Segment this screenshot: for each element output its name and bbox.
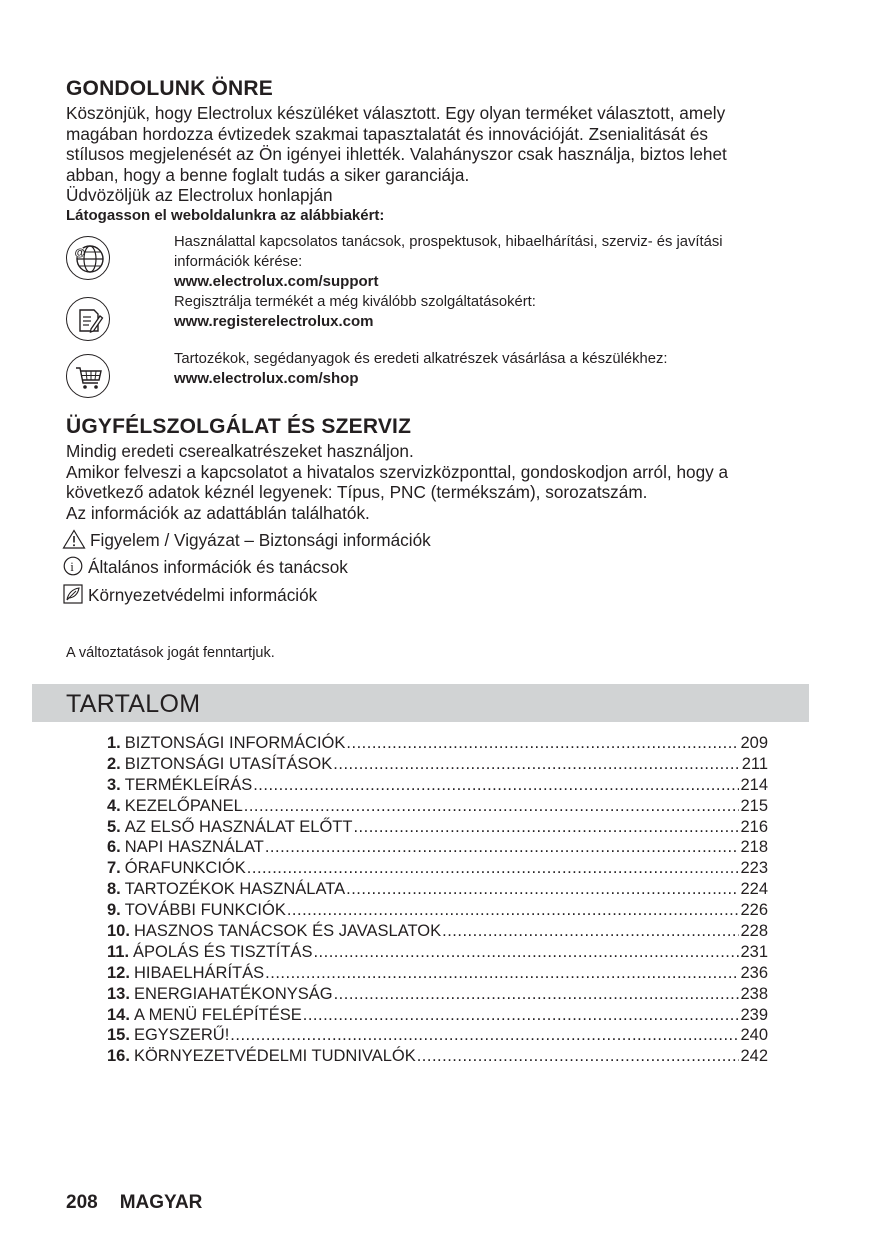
toc-entry[interactable] (107, 797, 768, 818)
toc-dot-leader (313, 943, 739, 962)
toc-entry-page: 223 (740, 859, 768, 878)
toc-dot-leader (333, 755, 740, 774)
shop-url-link[interactable]: www.electrolux.com/shop (174, 370, 359, 387)
toc-entry-title: ÁPOLÁS ÉS TISZTÍTÁS (133, 942, 313, 961)
intro-line: magában hordozza évtizedek szakmai tapasztalatát és innovációját. Zsenialitását és (66, 123, 709, 144)
toc-entry-number: 2. (107, 754, 121, 773)
toc-entry-title: BIZTONSÁGI UTASÍTÁSOK (124, 754, 333, 773)
toc-dot-leader (247, 859, 740, 878)
toc-entry-page: 218 (740, 838, 768, 857)
table-of-contents (107, 734, 768, 1068)
toc-dot-leader (265, 964, 739, 983)
toc-dot-leader (346, 880, 739, 899)
toc-dot-leader (230, 1026, 739, 1045)
service-line: következő adatok kéznél legyenek: Típus, PNC (termékszám), sorozatszám. (66, 482, 648, 502)
toc-entry-title: TOVÁBBI FUNKCIÓK (124, 901, 286, 920)
toc-entry-title: ENERGIAHATÉKONYSÁG (133, 984, 333, 1003)
toc-entry-title: TERMÉKLEÍRÁS (124, 775, 253, 794)
toc-dot-leader (287, 901, 740, 920)
toc-entry[interactable] (107, 880, 768, 901)
toc-entry-page: 215 (740, 796, 768, 815)
toc-entry[interactable] (107, 943, 768, 964)
toc-entry-number: 15. (107, 1026, 130, 1045)
toc-title: TARTALOM (66, 690, 201, 718)
leaf-box-icon (62, 584, 84, 604)
info-circle-icon (62, 556, 84, 576)
toc-entry[interactable] (107, 755, 768, 776)
intro-line: Köszönjük, hogy Electrolux készüléket választott. Egy olyan terméket választott, amely (66, 103, 726, 123)
toc-dot-leader (303, 1006, 740, 1025)
toc-entry-page: 209 (740, 734, 768, 752)
toc-entry[interactable] (107, 734, 768, 755)
intro-line: Üdvözöljük az Electrolux honlapján (66, 185, 333, 205)
toc-entry[interactable] (107, 1026, 768, 1047)
legend-environment (62, 584, 317, 606)
toc-entry-number: 4. (107, 796, 121, 815)
toc-entry-number: 9. (107, 901, 121, 920)
support-desc-line: információk kérése: (174, 254, 303, 270)
warning-triangle-icon (62, 529, 86, 549)
legend-info-label: Általános információk és tanácsok (88, 557, 348, 577)
toc-dot-leader (244, 797, 740, 816)
toc-entry-number: 3. (107, 775, 121, 794)
support-url-link[interactable]: www.electrolux.com/support (174, 273, 379, 290)
toc-entry-page: 224 (740, 880, 768, 899)
toc-entry-title: HASZNOS TANÁCSOK ÉS JAVASLATOK (133, 922, 442, 941)
disclaimer-text: A változtatások jogát fenntartjuk. (66, 645, 275, 661)
page-footer (66, 1192, 224, 1214)
footer-language: MAGYAR (119, 1192, 203, 1213)
link-block-register (174, 292, 804, 332)
toc-entry-page: 214 (740, 775, 768, 794)
toc-entry-number: 14. (107, 1005, 130, 1024)
service-paragraph (66, 441, 806, 523)
toc-entry[interactable] (107, 838, 768, 859)
toc-entry-number: 13. (107, 984, 130, 1003)
legend-environment-label: Környezetvédelmi információk (88, 585, 318, 605)
toc-dot-leader (353, 818, 739, 837)
toc-dot-leader (417, 1047, 740, 1066)
toc-entry-number: 10. (107, 922, 130, 941)
intro-line: abban, hogy a benne foglalt tudás a siker garanciája. (66, 164, 470, 185)
toc-entry-title: A MENÜ FELÉPÍTÉSE (133, 1005, 302, 1024)
toc-entry-number: 6. (107, 838, 121, 857)
legend-warning-label: Figyelem / Vigyázat – Biztonsági információk (90, 530, 431, 550)
toc-dot-leader (334, 985, 740, 1004)
toc-entry[interactable] (107, 922, 768, 943)
toc-entry-number: 16. (107, 1047, 130, 1066)
service-line: Mindig eredeti cserealkatrészeket használjon. (66, 441, 414, 461)
toc-entry-number: 5. (107, 817, 121, 836)
link-block-shop (174, 349, 804, 389)
toc-dot-leader (265, 838, 740, 857)
toc-entry-title: ÓRAFUNKCIÓK (124, 859, 246, 878)
toc-entry-title: KÖRNYEZETVÉDELMI TUDNIVALÓK (133, 1047, 416, 1066)
toc-dot-leader (253, 776, 739, 795)
visit-website-label: Látogasson el weboldalunkra az alábbiakért: (66, 207, 385, 224)
intro-line: stílusos megjelenését az Ön igényei ihlették. Valahányszor csak használja, biztos lehet (66, 144, 727, 164)
toc-entry-page: 238 (740, 984, 768, 1003)
svg-text:i: i (70, 559, 74, 574)
shop-desc-line: Tartozékok, segédanyagok és eredeti alkatrészek vásárlása a készülékhez: (174, 351, 668, 367)
toc-entry-number: 12. (107, 963, 130, 982)
toc-entry-title: EGYSZERŰ! (133, 1026, 230, 1045)
toc-entry-page: 242 (740, 1047, 768, 1066)
toc-entry-page: 226 (740, 901, 768, 920)
toc-entry-number: 1. (107, 734, 121, 752)
globe-at-icon (66, 236, 110, 280)
toc-entry[interactable] (107, 818, 768, 839)
toc-entry-page: 240 (740, 1026, 768, 1045)
intro-paragraph (66, 103, 806, 206)
toc-entry-title: AZ ELSŐ HASZNÁLAT ELŐTT (124, 817, 353, 836)
toc-entry-page: 216 (740, 817, 768, 836)
toc-entry-number: 8. (107, 880, 121, 899)
toc-entry-number: 11. (107, 942, 130, 961)
toc-entry[interactable] (107, 1006, 768, 1027)
registration-form-icon (66, 297, 110, 341)
legend-warning (62, 529, 431, 551)
register-desc-line: Regisztrálja termékét a még kiválóbb szolgáltatásokért: (174, 294, 536, 310)
support-desc-line: Használattal kapcsolatos tanácsok, prospektusok, hibaelhárítási, szerviz- és javítási (174, 234, 723, 250)
toc-entry-title: BIZTONSÁGI INFORMÁCIÓK (124, 734, 346, 752)
toc-entry[interactable] (107, 859, 768, 880)
toc-entry[interactable] (107, 985, 768, 1006)
toc-entry-title: KEZELŐPANEL (124, 796, 243, 815)
toc-entry-page: 236 (740, 963, 768, 982)
toc-dot-leader (346, 734, 739, 753)
legend-info (62, 556, 348, 578)
section-title-ugyfelszolgalat: ÜGYFÉLSZOLGÁLAT ÉS SZERVIZ (66, 415, 412, 438)
toc-entry-title: TARTOZÉKOK HASZNÁLATA (124, 880, 346, 899)
link-block-support (174, 232, 804, 292)
shopping-cart-icon (66, 354, 110, 398)
register-url-link[interactable]: www.registerelectrolux.com (174, 313, 374, 330)
toc-entry-number: 7. (107, 859, 121, 878)
toc-entry[interactable] (107, 964, 768, 985)
toc-entry[interactable] (107, 901, 768, 922)
page-number: 208 (66, 1192, 98, 1213)
toc-dot-leader (442, 922, 739, 941)
section-title-gondolunk: GONDOLUNK ÖNRE (66, 77, 273, 100)
toc-entry[interactable] (107, 1047, 768, 1068)
toc-entry-page: 231 (740, 942, 768, 961)
service-line: Az információk az adattáblán találhatók. (66, 502, 370, 523)
svg-text:@: @ (74, 247, 86, 259)
toc-entry-page: 239 (740, 1005, 768, 1024)
toc-entry-page: 228 (740, 922, 768, 941)
toc-entry-title: NAPI HASZNÁLAT (124, 838, 264, 857)
service-line: Amikor felveszi a kapcsolatot a hivatalos szervizközponttal, gondoskodjon arról, hogy a (66, 461, 729, 482)
toc-entry-title: HIBAELHÁRÍTÁS (133, 963, 265, 982)
toc-entry-page: 211 (741, 754, 768, 773)
toc-entry[interactable] (107, 776, 768, 797)
